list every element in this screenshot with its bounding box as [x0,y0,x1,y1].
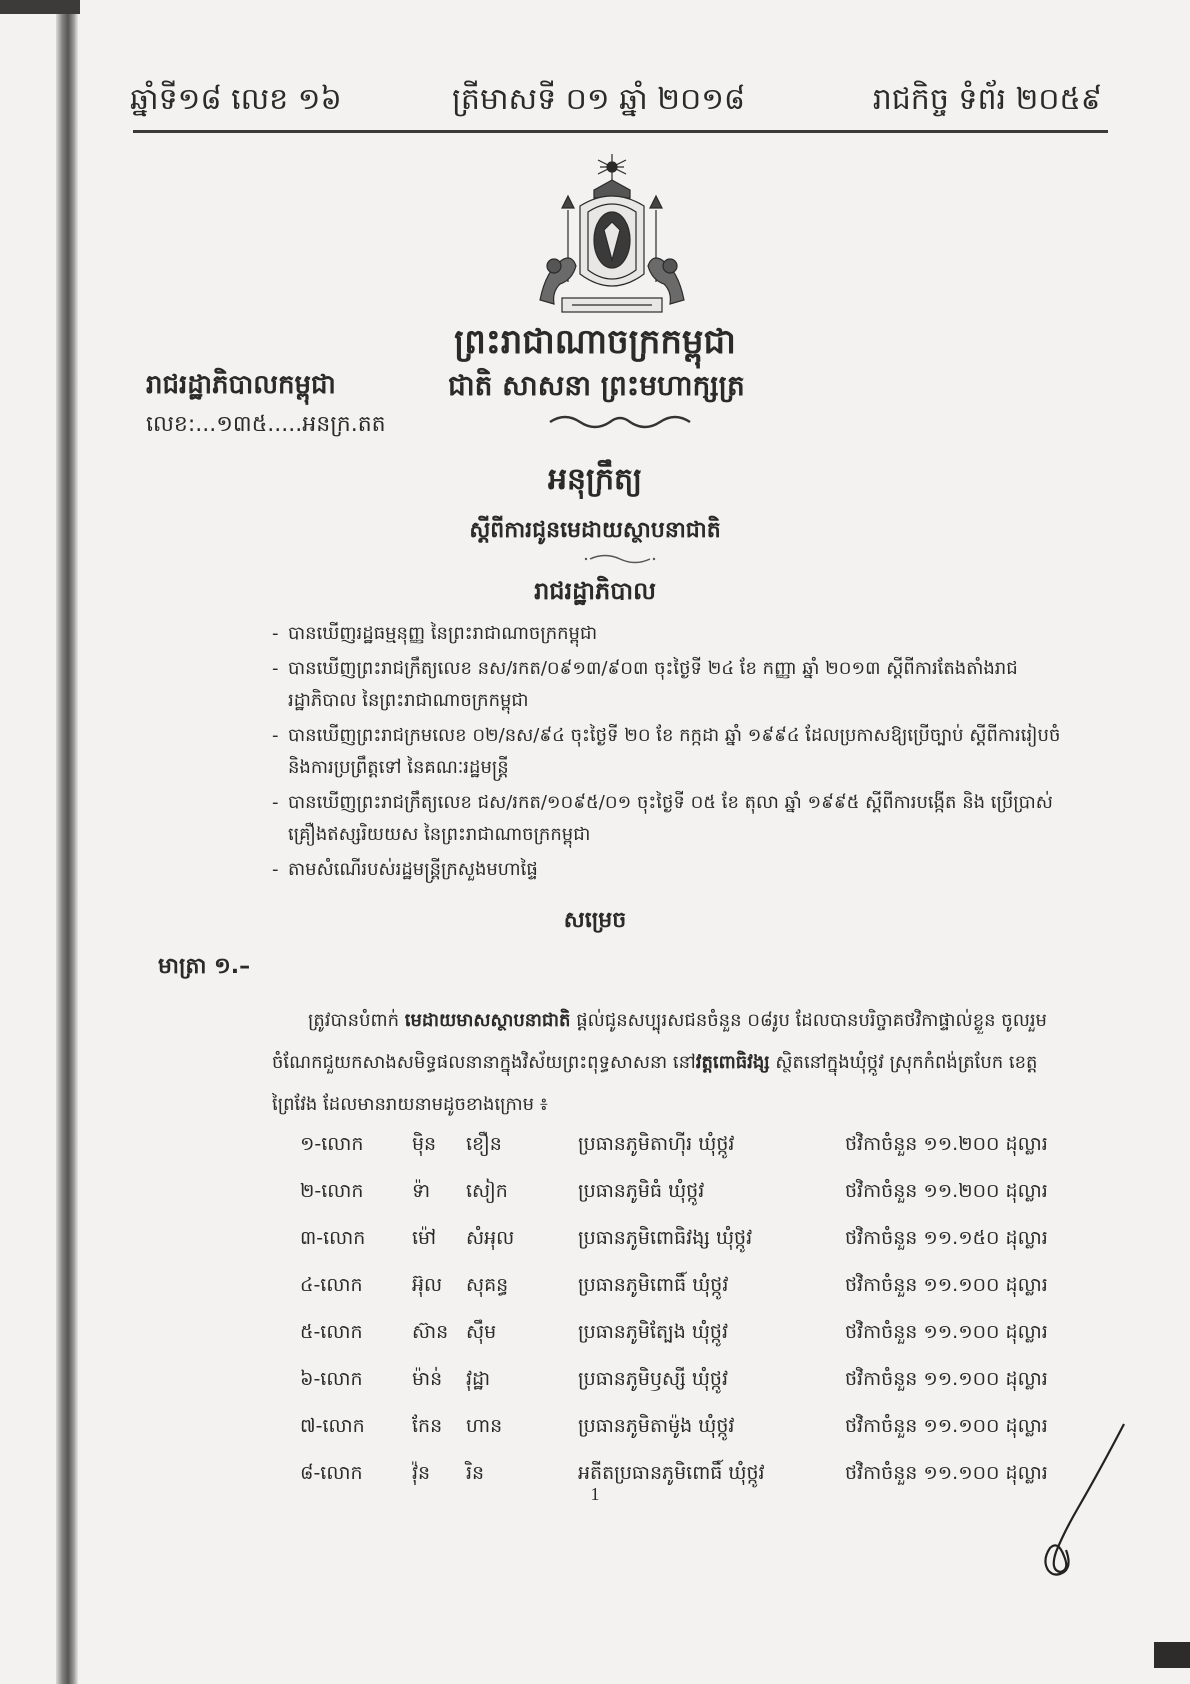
recipient-role: ប្រធានភូមិតាហ៊ីរ ឃុំថ្កូវ [578,1133,735,1155]
recipient-given-name: សុគន្ធ [466,1274,509,1296]
decision-heading: សម្រេច [563,908,627,933]
recipient-given-name: វុដ្ឋា [466,1368,491,1390]
gazette-header [130,80,1102,132]
header-divider [133,130,1108,133]
recipient-role: ប្រធានភូមិឫស្សី ឃុំថ្កូវ [578,1368,729,1390]
recipient-number: ៦-លោក [300,1368,363,1390]
recipient-family-name: ទ៉ា [412,1180,431,1202]
recipient-family-name: ស៊ាន [412,1321,449,1343]
article-body [272,1000,1062,1126]
consideration-item: - បានឃើញព្រះរាជក្រឹត្យលេខ ជស/រកត/១០៩៥/០១ ចុះថ្ងៃទី ០៥ ខែ តុលា ឆ្នាំ ១៩៩៥ ស្តីពីការបង្កើត និង ប្រើប្រាស់គ្រឿងឥស្សរិយយស នៃព្រះរាជាណាចក្រកម្ពុជា [272,787,1062,851]
recipient-row [300,1359,1070,1406]
recipient-number: ៧-លោក [300,1415,365,1437]
recipient-row [300,1265,1070,1312]
consideration-item: - បានឃើញព្រះរាជក្រមលេខ ០២/នស/៩៤ ចុះថ្ងៃទី ២០ ខែ កក្កដា ឆ្នាំ ១៩៩៤ ដែលប្រកាសឱ្យប្រើច្បាប់ ស្តីពីការរៀបចំ និងការប្រព្រឹត្តទៅ នៃគណៈរដ្ឋមន្ត្រី [272,720,1062,784]
consideration-item: - បានឃើញរដ្ឋធម្មនុញ្ញ នៃព្រះរាជាណាចក្រកម្ពុជា [272,618,1062,650]
recipient-given-name: សៀក [466,1180,508,1202]
recipient-role: ប្រធានភូមិពោធិវង្ស ឃុំថ្កូវ [578,1227,753,1249]
considerations-list [272,618,1062,889]
recipient-row [300,1218,1070,1265]
recipient-row [300,1406,1070,1453]
article-text-after: ស្ថិតនៅក្នុងឃុំថ្កូវ ស្រុកកំពង់ត្របែក ខេត្តព្រៃវែង ដែលមានរាយនាមដូចខាងក្រោម ៖ [272,1052,1038,1115]
scan-corner-mark-top [0,0,80,14]
pagoda-name: វត្តពោធិវង្ស [695,1052,770,1073]
recipient-amount: ថវិកាចំនួន ១១.១០០ ដុល្លារ [845,1368,1048,1390]
medal-name: មេដាយមាសស្ថាបនាជាតិ [404,1010,571,1031]
recipient-row [300,1171,1070,1218]
gazette-issue: ឆ្នាំទី១៨ លេខ ១៦ [130,82,342,117]
recipient-given-name: ហាន [466,1415,503,1437]
recipient-amount: ថវិកាចំនួន ១១.១៥០ ដុល្លារ [845,1227,1048,1249]
gazette-date: ត្រីមាសទី ០១ ឆ្នាំ ២០១៨ [452,82,746,117]
ornament-divider-icon [540,410,700,432]
signature-initial-icon [1020,1420,1130,1580]
binding-edge [56,0,78,1684]
recipient-given-name: រិន [466,1462,485,1484]
kingdom-title: ព្រះរាជាណាចក្រកម្ពុជា [454,322,736,362]
scan-corner-mark-bottom [1154,1642,1190,1668]
recipient-role: ប្រធានភូមិតាម៉ូង ឃុំថ្កូវ [578,1415,735,1437]
article-text-middle: ផ្តល់ជូនសប្បុរសជនចំនួន ០៨រូប ដែលបានបរិច្ចាគថវិកាផ្ទាល់ខ្លួន ចូលរួមចំណែកជួយកសាងសមិទ្ធផលនានាក្នុងវិស័យព្រះពុទ្ធសាសនា នៅ [272,1010,1047,1073]
recipient-given-name: ខឿន [466,1133,502,1155]
recipient-amount: ថវិកាចំនួន ១១.១០០ ដុល្លារ [845,1415,1048,1437]
issuing-authority: រាជរដ្ឋាភិបាល [534,577,656,605]
recipient-amount: ថវិកាចំនួន ១១.២០០ ដុល្លារ [845,1133,1048,1155]
article-label: មាត្រា ១.– [158,954,251,979]
article-text-before: ត្រូវបានបំពាក់ [308,1010,400,1031]
recipient-family-name: កែន [412,1415,443,1437]
royal-arms-emblem-icon [532,150,692,318]
small-ornament-icon [580,552,660,566]
recipients-list [300,1124,1070,1500]
recipient-row [300,1124,1070,1171]
recipient-number: ៤-លោក [300,1274,363,1296]
issuing-government: រាជរដ្ឋាភិបាលកម្ពុជា [146,370,336,400]
recipient-family-name: ម៉ិន [412,1133,437,1155]
recipient-number: ២-លោក [300,1180,364,1202]
recipient-role: ប្រធានភូមិធំ ឃុំថ្កូវ [578,1180,705,1202]
recipient-number: ៥-លោក [300,1321,363,1343]
consideration-item: - បានឃើញព្រះរាជក្រឹត្យលេខ នស/រកត/០៩១៣/៩០៣ ចុះថ្ងៃទី ២៤ ខែ កញ្ញា ឆ្នាំ ២០១៣ ស្តីពីការតែងតាំងរាជរដ្ឋាភិបាល នៃព្រះរាជាណាចក្រកម្ពុជា [272,653,1062,717]
page-number: 1 [590,1484,600,1504]
recipient-role: ប្រធានភូមិត្បែង ឃុំថ្កូវ [578,1321,729,1343]
gazette-page: រាជកិច្ច ទំព័រ ២០៥៩ [872,82,1102,117]
recipient-role: អតីតប្រធានភូមិពោធិ៍ ឃុំថ្កូវ [578,1462,765,1484]
recipient-family-name: ម៉ៅ [412,1227,437,1249]
consideration-item: - តាមសំណើរបស់រដ្ឋមន្ត្រីក្រសួងមហាផ្ទៃ [272,854,1062,886]
recipient-given-name: ស៊ឹម [466,1321,497,1343]
reference-number: លេខ:...១៣៥.....អនក្រ.តត [146,412,386,437]
recipient-number: ១-លោក [300,1133,364,1155]
national-motto: ជាតិ សាសនា ព្រះមហាក្សត្រ [448,369,745,402]
recipient-amount: ថវិកាចំនួន ១១.១០០ ដុល្លារ [845,1462,1048,1484]
recipient-role: ប្រធានភូមិពោធិ៍ ឃុំថ្កូវ [578,1274,729,1296]
recipient-amount: ថវិកាចំនួន ១១.២០០ ដុល្លារ [845,1180,1048,1202]
recipient-family-name: វ៉ុន [412,1462,431,1484]
recipient-given-name: សំអុល [466,1227,515,1249]
document-subject: ស្តីពីការជូនមេដាយស្ថាបនាជាតិ [469,518,721,543]
recipient-amount: ថវិកាចំនួន ១១.១០០ ដុល្លារ [845,1274,1048,1296]
recipient-family-name: អ៊ុល [412,1274,443,1296]
recipient-number: ៣-លោក [300,1227,366,1249]
document-type: អនុក្រឹត្យ [547,462,643,497]
recipient-number: ៨-លោក [300,1462,363,1484]
recipient-row [300,1312,1070,1359]
recipient-family-name: ម៉ាន់ [412,1368,443,1390]
recipient-amount: ថវិកាចំនួន ១១.១០០ ដុល្លារ [845,1321,1048,1343]
